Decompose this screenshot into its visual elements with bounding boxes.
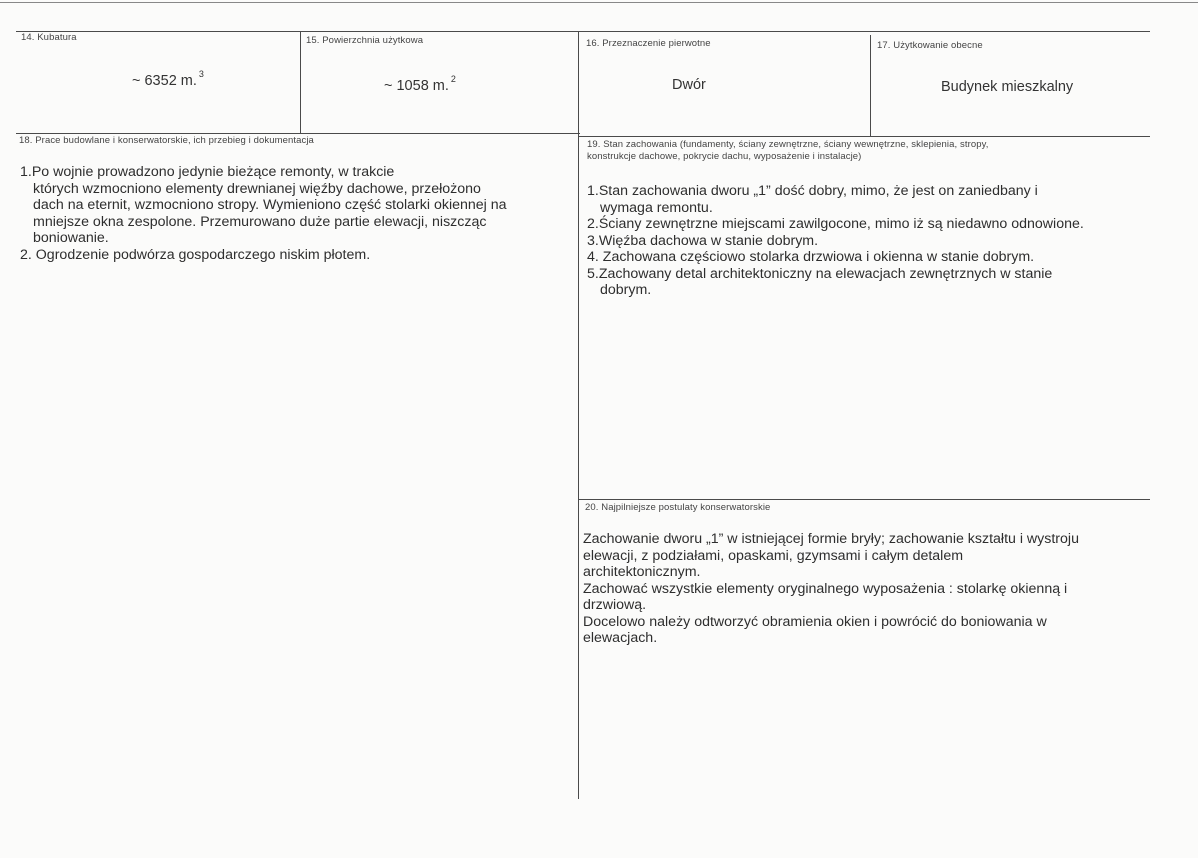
field18-line: mniejsze okna zespolone. Przemurowano duże partie elewacji, niszcząc: [33, 213, 487, 230]
field18-line: których wzmocniono elementy drewnianej więźby dachowe, przełożono: [33, 180, 481, 197]
field19-line: 1.Stan zachowania dworu „1” dość dobry, mimo, że jest on zaniedbany i: [587, 183, 1038, 199]
field19-text: [587, 183, 1147, 299]
field19-line: 5.Zachowany detal architektoniczny na elewacjach zewnętrznych w stanie: [587, 265, 1053, 282]
col-divider-16-17: [870, 35, 871, 137]
col-divider-main: [578, 31, 579, 799]
field19-line: 2.Ściany zewnętrzne miejscami zawilgocone, mimo iż są niedawno odnowione.: [587, 216, 1084, 232]
field20-line: elewacji, z podziałami, opaskami, gzymsami i całym detalem: [583, 547, 964, 564]
field19-line: 4. Zachowana częściowo stolarka drzwiowa i okienna w stanie dobrym.: [587, 249, 1035, 265]
field20-line: architektonicznym.: [583, 564, 701, 580]
field14-value-text: ~ 6352 m.: [132, 72, 197, 89]
top-border-line: [0, 2, 1198, 3]
field17-value: Budynek mieszkalny: [941, 79, 1074, 95]
field20-line: Zachować wszystkie elementy oryginalnego wyposażenia : stolarkę okienną i: [583, 580, 1068, 597]
field14-unit-sup: 3: [198, 69, 204, 79]
field20-line: elewacjach.: [583, 630, 658, 646]
field19-line: wymaga remontu.: [600, 199, 713, 216]
field16-value: Dwór: [672, 77, 706, 93]
field18-line: dach na eternit, wzmocniono stropy. Wymieniono część stolarki okiennej na: [33, 197, 507, 213]
field15-label: 15. Powierzchnia użytkowa: [306, 35, 424, 46]
field18-line: boniowanie.: [33, 230, 109, 246]
field20-label: 20. Najpilniejsze postulaty konserwatorskie: [585, 502, 771, 513]
field20-line: drzwiową.: [583, 597, 647, 613]
row2-top-line-left: [16, 133, 580, 134]
field15-value-text: ~ 1058 m.: [384, 77, 449, 94]
field19-line: dobrym.: [600, 282, 652, 298]
field18-line: 2. Ogrodzenie podwórza gospodarczego niskim płotem.: [20, 246, 371, 263]
field19-label-line2: konstrukcje dachowe, pokrycie dachu, wyposażenie i instalacje): [587, 151, 862, 162]
field18-label: 18. Prace budowlane i konserwatorskie, ich przebieg i dokumentacja: [19, 135, 314, 146]
field17-label: 17. Użytkowanie obecne: [877, 40, 983, 51]
field15-unit-sup: 2: [450, 74, 456, 84]
field20-line: Zachowanie dworu „1” w istniejącej formie bryły; zachowanie kształtu i wystroju: [583, 531, 1079, 547]
field19-line: 3.Więźba dachowa w stanie dobrym.: [587, 232, 819, 249]
row2-top-line-right: [578, 136, 1150, 137]
field20-top-line: [578, 499, 1150, 500]
field14-label: 14. Kubatura: [21, 32, 77, 43]
field18-text: [20, 164, 575, 263]
field16-label: 16. Przeznaczenie pierwotne: [586, 38, 711, 49]
row1-top-line: [16, 31, 1150, 32]
field15-value: [384, 76, 456, 94]
col-divider-14-15: [300, 31, 301, 134]
field20-text: [583, 531, 1147, 647]
field20-line: Docelowo należy odtworzyć obramienia okien i powrócić do boniowania w: [583, 613, 1047, 630]
field18-line: 1.Po wojnie prowadzono jedynie bieżące remonty, w trakcie: [20, 164, 395, 180]
field14-value: [132, 71, 204, 89]
field19-label-line1: 19. Stan zachowania (fundamenty, ściany zewnętrzne, ściany wewnętrzne, sklepienia, stropy,: [587, 139, 989, 150]
